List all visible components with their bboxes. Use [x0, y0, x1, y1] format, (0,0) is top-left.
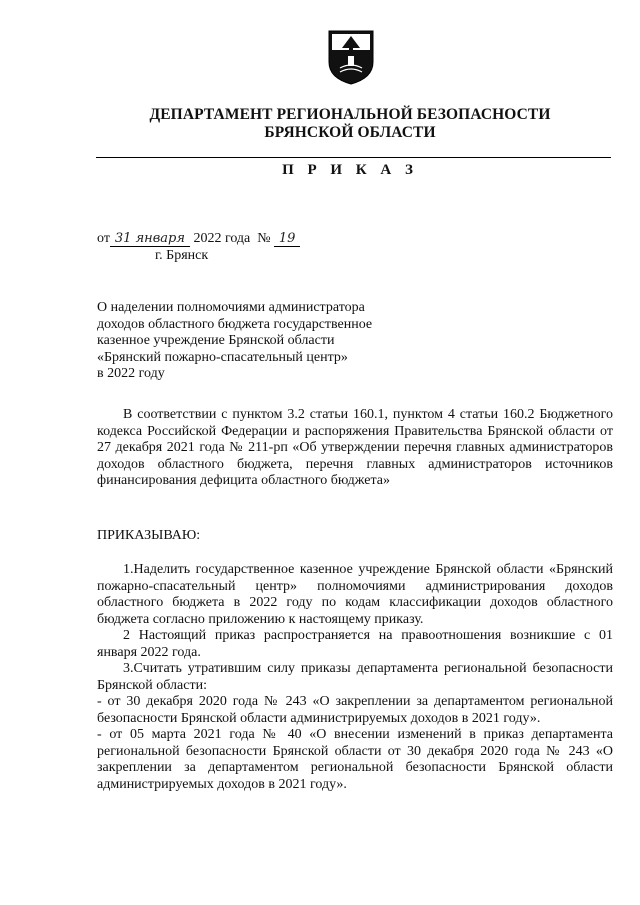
subject-block — [97, 300, 372, 383]
document-type-title: П Р И К А З — [282, 162, 418, 178]
year-text: 2022 года — [193, 231, 251, 246]
order-item-1: 1.Наделить государственное казенное учреждение Брянской области «Брянский пожарно-спасательный центр» полномочиями администрирования доходов областного бюджета в 2022 году по кодам классификации доходов областного бюджета согласно приложению к настоящему приказу. — [97, 562, 613, 627]
subject-line: «Брянский пожарно-спасательный центр» — [97, 349, 348, 365]
from-label: от — [97, 231, 110, 246]
repealed-order-2: - от 05 марта 2021 года № 40 «О внесении изменений в приказ департамента региональной безопасности Брянской области от 30 декабря 2020 года № 243 «О закреплении за департаментом региональной безопасности Брянской области администрируемых доходов в 2021 году». — [97, 727, 613, 792]
subject-line: в 2022 году — [97, 366, 165, 381]
subject-line: О наделении полномочиями администратора — [97, 300, 365, 315]
preamble-block — [97, 407, 613, 490]
subject-line: казенное учреждение Брянской области — [97, 333, 335, 348]
handwritten-number: 19 — [274, 231, 300, 247]
order-word: ПРИКАЗЫВАЮ: — [97, 528, 201, 543]
order-item-3: 3.Считать утратившим силу приказы департамента региональной безопасности Брянской области: — [97, 661, 613, 693]
city-label: г. Брянск — [155, 248, 209, 263]
preamble-paragraph: В соответствии с пунктом 3.2 статьи 160.1, пунктом 4 статьи 160.2 Бюджетного кодекса Российской Федерации и распоряжения Правительства Брянской области от 27 декабря 2021 года № 211-рп «Об утверждении перечня главных администраторов доходов областного бюджета, перечня главных администраторов источников финансирования дефицита областного бюджета» — [97, 407, 613, 488]
order-items — [97, 562, 613, 793]
number-label: № — [257, 231, 271, 246]
repealed-order-1: - от 30 декабря 2020 года № 243 «О закреплении за департаментом региональной безопасности Брянской области администрируемых доходов в 2021 году». — [97, 694, 613, 726]
bryansk-coat-of-arms-icon — [326, 28, 376, 86]
header-divider — [96, 157, 611, 158]
department-name-line2: БРЯНСКОЙ ОБЛАСТИ — [264, 124, 436, 141]
handwritten-date: 31 января — [110, 231, 190, 247]
subject-line: доходов областного бюджета государственное — [97, 316, 373, 332]
order-item-2: 2 Настоящий приказ распространяется на правоотношения возникшие с 01 января 2022 года. — [97, 628, 613, 660]
date-number-line — [97, 231, 300, 247]
department-name-line1: ДЕПАРТАМЕНТ РЕГИОНАЛЬНОЙ БЕЗОПАСНОСТИ — [149, 106, 551, 123]
